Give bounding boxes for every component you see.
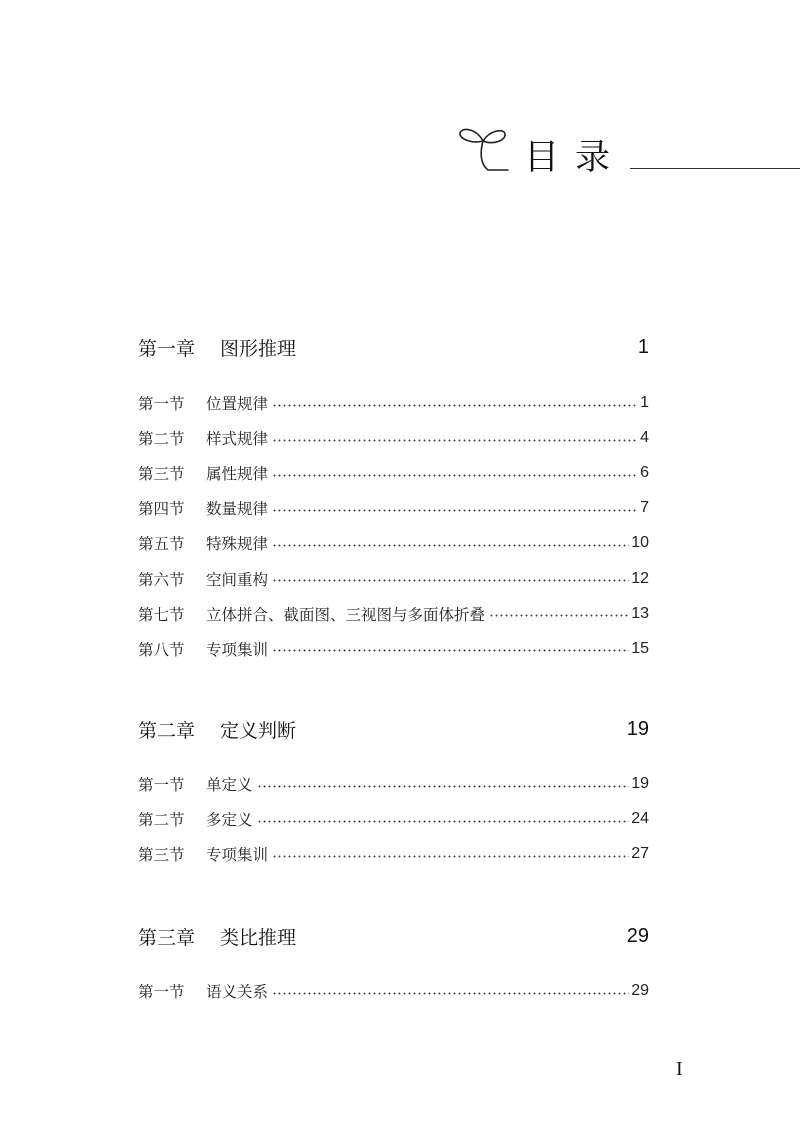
page-title: 目录 <box>524 138 627 178</box>
section-number: 第一节 <box>138 983 185 1001</box>
section-entry[interactable] <box>138 532 649 554</box>
title-rule <box>630 168 800 169</box>
toc-header <box>458 124 800 194</box>
section-entry[interactable] <box>138 462 649 484</box>
section-number: 第一节 <box>138 395 185 413</box>
section-title: 属性规律 <box>206 465 269 484</box>
section-title: 特殊规律 <box>206 535 269 554</box>
section-page-number: 4 <box>640 429 649 447</box>
section-entry[interactable] <box>138 603 649 625</box>
section-number: 第五节 <box>138 535 185 554</box>
section-page-number: 24 <box>631 810 649 828</box>
section-number: 第二节 <box>138 430 185 449</box>
chapter-title: 类比推理 <box>220 926 297 949</box>
page-folio: I <box>676 1058 683 1080</box>
dot-leader <box>489 614 629 617</box>
dot-leader <box>272 404 638 407</box>
section-entry[interactable] <box>138 773 649 795</box>
section-entry[interactable] <box>138 808 649 830</box>
section-page-number: 10 <box>631 534 649 552</box>
section-number: 第二节 <box>138 811 185 830</box>
section-entry[interactable] <box>138 392 649 414</box>
chapter-title: 图形推理 <box>220 337 297 360</box>
section-entry[interactable] <box>138 980 649 1002</box>
section-page-number: 19 <box>631 775 649 792</box>
section-title: 位置规律 <box>206 395 269 413</box>
dot-leader <box>272 992 629 995</box>
chapter-heading[interactable] <box>138 716 649 742</box>
section-page-number: 1 <box>640 394 649 411</box>
dot-leader <box>272 855 629 858</box>
section-number: 第四节 <box>138 500 185 519</box>
section-entry[interactable] <box>138 427 649 449</box>
dot-leader <box>272 509 638 512</box>
chapter-page-number: 29 <box>626 924 649 947</box>
section-number: 第八节 <box>138 640 185 659</box>
dot-leader <box>272 579 629 582</box>
chapter-number: 第三章 <box>138 926 196 949</box>
dot-leader <box>272 439 638 442</box>
section-page-number: 15 <box>631 639 649 657</box>
section-page-number: 29 <box>631 982 649 999</box>
chapter-heading[interactable] <box>138 334 649 360</box>
dot-leader <box>272 474 638 477</box>
section-number: 第三节 <box>138 846 185 865</box>
section-title: 样式规律 <box>206 430 269 449</box>
section-page-number: 13 <box>631 604 649 622</box>
dot-leader <box>257 820 630 823</box>
section-title: 立体拼合、截面图、三视图与多面体折叠 <box>206 605 486 624</box>
section-number: 第一节 <box>138 776 185 794</box>
section-entry[interactable] <box>138 638 649 660</box>
section-title: 专项集训 <box>206 846 269 865</box>
section-page-number: 12 <box>631 569 649 587</box>
chapter-number: 第一章 <box>138 337 196 360</box>
section-title: 单定义 <box>206 776 253 794</box>
section-title: 空间重构 <box>206 570 269 589</box>
section-entry[interactable] <box>138 497 649 519</box>
section-title: 多定义 <box>206 811 253 830</box>
chapter-page-number: 1 <box>637 335 649 358</box>
sprout-icon <box>458 124 516 180</box>
section-title: 数量规律 <box>206 500 269 519</box>
dot-leader <box>272 544 629 547</box>
section-page-number: 6 <box>640 464 649 482</box>
chapter-number: 第二章 <box>138 719 196 742</box>
chapter-page-number: 19 <box>626 717 649 740</box>
section-page-number: 27 <box>631 845 649 863</box>
section-title: 语义关系 <box>206 983 269 1001</box>
dot-leader <box>272 649 629 652</box>
chapter-title: 定义判断 <box>220 719 297 742</box>
section-number: 第六节 <box>138 570 185 589</box>
section-page-number: 7 <box>640 499 649 517</box>
dot-leader <box>257 785 630 788</box>
section-number: 第七节 <box>138 605 185 624</box>
chapter-heading[interactable] <box>138 923 649 949</box>
section-entry[interactable] <box>138 568 649 590</box>
section-number: 第三节 <box>138 465 185 484</box>
section-entry[interactable] <box>138 843 649 865</box>
section-title: 专项集训 <box>206 640 269 659</box>
